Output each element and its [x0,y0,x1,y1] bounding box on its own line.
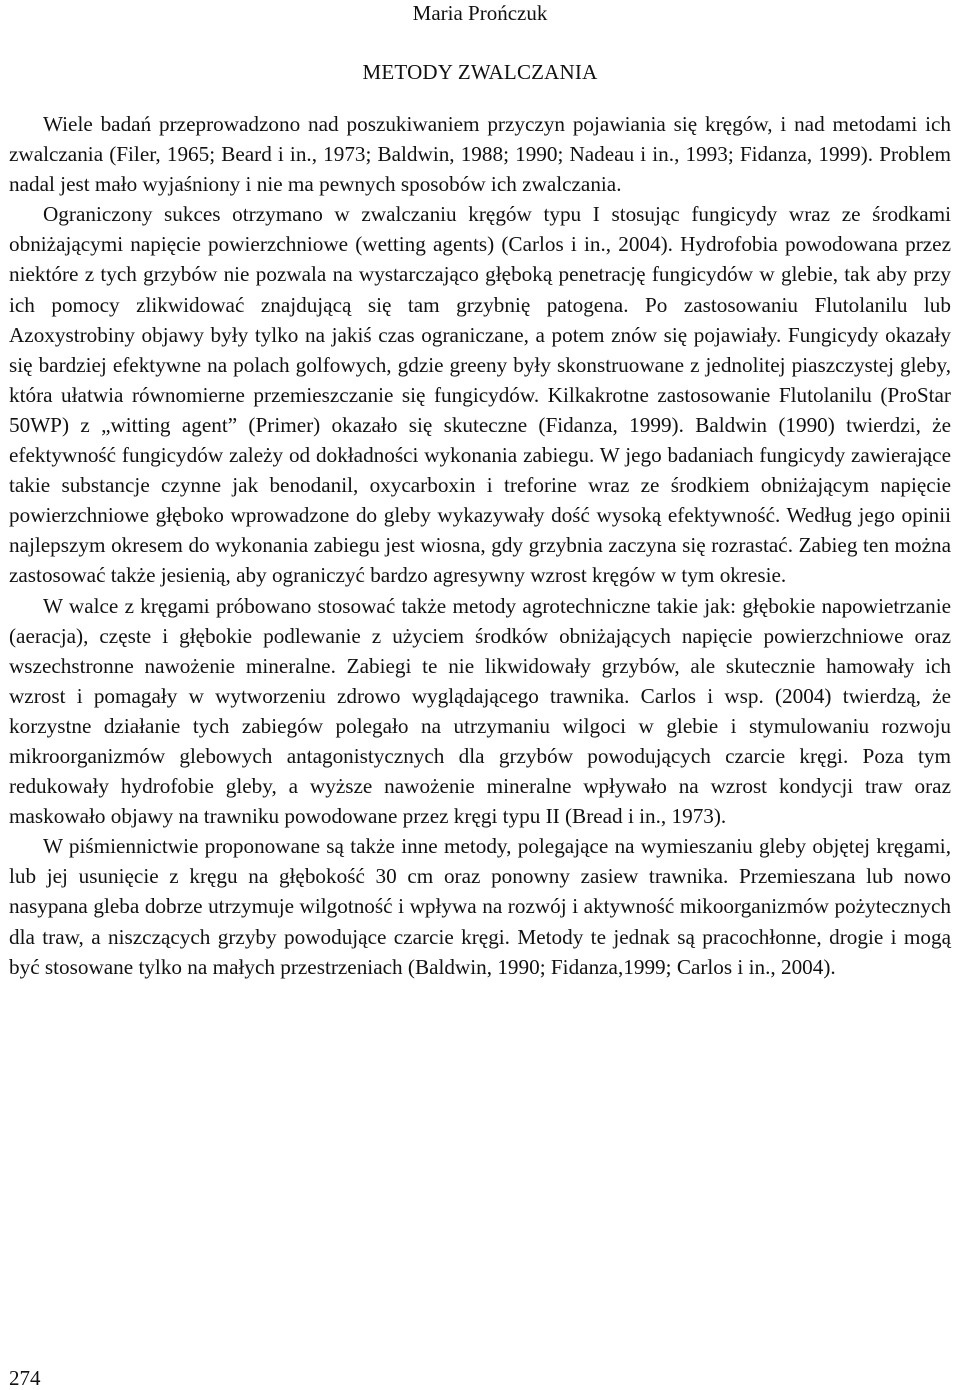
paragraph-3: W walce z kręgami próbowano stosować także metody agrotechniczne takie jak: głębokie napowietrzanie (aeracja), częste i głębokie podlewanie z użyciem środków obniżających napięcie powierzchniowe oraz wszechstronne nawożenie mineralne. Zabiegi te nie likwidowały grzybów, ale skutecznie hamowały ich wzrost i pomagały w wytworzeniu zdrowo wyglądającego trawnika. Carlos i wsp. (2004) twierdzą, że korzystne działanie tych zabiegów polegało na utrzymaniu wilgoci w glebie i stymulowaniu rozwoju mikroorganizmów glebowych antagonistycznych dla grzybów powodujących czarcie kręgi. Poza tym redukowały hydrofobie gleby, a wyższe nawożenie mineralne wpływało na wzrost kondycji traw oraz maskowało objawy na trawniku powodowane przez kręgi typu II (Bread i in., 1973). [9,593,951,829]
body-text [9,109,951,982]
paragraph-1: Wiele badań przeprowadzono nad poszukiwaniem przyczyn pojawiania się kręgów, i nad metodami ich zwalczania (Filer, 1965; Beard i in., 1973; Baldwin, 1988; 1990; Nadeau i in., 1993; Fidanza, 1999). Problem nadal jest mało wyjaśniony i nie ma pewnych sposobów ich zwalczania. [9,112,951,197]
section-title: METODY ZWALCZANIA [362,60,598,84]
paragraph-4: W piśmiennictwie proponowane są także inne metody, polegające na wymieszaniu gleby objętej kręgami, lub jej usunięcie z kręgu na głębokość 30 cm oraz ponowny zasiew trawnika. Przemieszana lub nowo nasypana gleba dobrze utrzymuje wilgotność i wpływa na rozwój i aktywność mikoorganizmów pożytecznych dla traw, a niszczących grzyby powodujące czarcie kręgi. Metody te jednak są pracochłonne, drogie i mogą być stosowane tylko na małych przestrzeniach (Baldwin, 1990; Fidanza,1999; Carlos i in., 2004). [9,834,951,979]
running-head-author: Maria Prończuk [412,1,548,25]
paragraph-2: Ograniczony sukces otrzymano w zwalczaniu kręgów typu I stosując fungicydy wraz ze środkami obniżającymi napięcie powierzchniowe (wetting agents) (Carlos i in., 2004). Hydrofobia powodowana przez niektóre z tych grzybów nie pozwala na wystarczająco głęboką penetrację fungicydów w glebie, tak aby przy ich pomocy zlikwidować znajdującą się tam grzybnię patogena. Po zastosowaniu Flutolanilu lub Azoxystrobiny objawy były tylko na jakiś czas ograniczane, a potem znów się pojawiały. Fungicydy okazały się bardziej efektywne na polach golfowych, gdzie greeny były skonstruowane z jednolitej piaszczystej gleby, która ułatwia równomierne przemieszczanie się fungicydów. Kilkakrotne zastosowanie Flutolanilu (ProStar 50WP) z „witting agent” (Primer) okazało się skuteczne (Fidanza, 1999). Baldwin (1990) twierdzi, że efektywność fungicydów zależy od dokładności wykonania zabiegu. W jego badaniach fungicydy zawierające takie substancje czynne jak benodanil, oxycarboxin i treforine wraz ze środkiem obniżającym napięcie powierzchniowe głęboko wprowadzone do gleby wykazywały dość wysoką efektywność. Według jego opinii najlepszym okresem do wykonania zabiegu jest wiosna, gdy grzybnia zaczyna się rozrastać. Zabieg ten można zastosować także jesienią, aby ograniczyć bardzo agresywny wzrost kręgów w tym okresie. [9,202,951,588]
page-number: 274 [9,1366,41,1390]
